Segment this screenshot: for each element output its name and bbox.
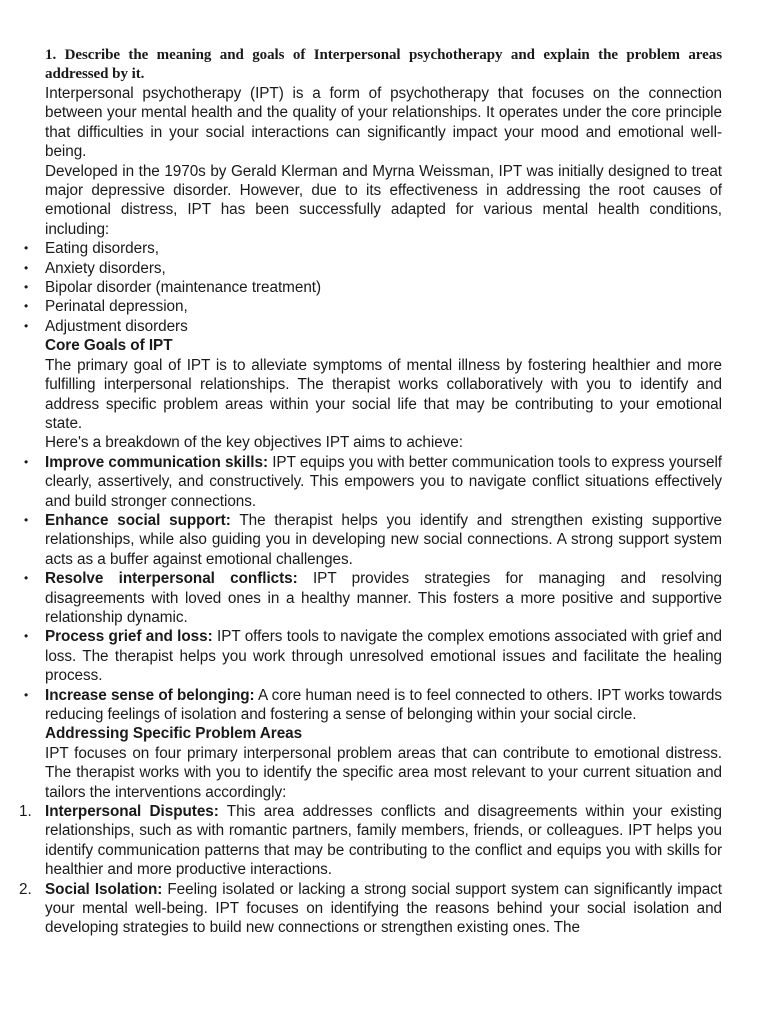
item-term: Increase sense of belonging: bbox=[45, 686, 255, 704]
list-item bbox=[19, 802, 723, 880]
item-text: A core human need is to feel connected to others. IPT works towards reducing feelings of isolation and fostering a sense of belonging within your social circle. bbox=[45, 686, 722, 723]
item-number: 1. bbox=[19, 803, 32, 821]
item-term: Enhance social support: bbox=[45, 511, 231, 529]
list-item bbox=[45, 627, 722, 685]
list-item bbox=[45, 569, 722, 627]
item-text: IPT provides strategies for managing and resolving disagreements with loved ones in a healthy manner. This fosters a more positive and supportive relationship dynamic. bbox=[45, 570, 722, 626]
conditions-list bbox=[45, 239, 722, 336]
item-term: Social Isolation: bbox=[45, 880, 163, 898]
item-term: Improve communication skills: bbox=[45, 453, 269, 471]
core-goals-paragraph: Here's a breakdown of the key objectives IPT aims to achieve: bbox=[45, 434, 463, 452]
list-item: • Anxiety disorders, bbox=[45, 259, 722, 278]
list-item bbox=[45, 453, 722, 511]
intro-paragraph: Interpersonal psychotherapy (IPT) is a form of psychotherapy that focuses on the connection between your mental health and the quality of your relationships. It operates under the core principle that difficulties in your social interactions can significantly impact your mood and emotional well-being. bbox=[45, 85, 722, 161]
problem-areas-paragraph: IPT focuses on four primary interpersonal problem areas that can contribute to emotional distress. The therapist works with you to identify the specific area most relevant to your current situation and tailors the interventions accordingly: bbox=[45, 744, 722, 801]
item-term: Process grief and loss: bbox=[45, 628, 213, 646]
item-text: IPT offers tools to navigate the complex emotions associated with grief and loss. The therapist helps you work through unresolved emotional issues and facilitate the healing process. bbox=[45, 628, 722, 685]
objectives-list bbox=[45, 453, 722, 725]
item-term: Interpersonal Disputes: bbox=[45, 803, 219, 821]
list-item bbox=[45, 511, 722, 569]
intro-paragraph: Developed in the 1970s by Gerald Klerman and Myrna Weissman, IPT was initially designed to treat major depressive disorder. However, due to its effectiveness in addressing the root causes of emotional distress, IPT has been successfully adapted for various mental health conditions, including: bbox=[45, 162, 722, 238]
item-text: Feeling isolated or lacking a strong social support system can significantly impact your mental well-being. IPT focuses on identifying the reasons behind your social isolation and developing strategies to build new connections or strengthen existing ones. The bbox=[45, 880, 722, 937]
item-text: The therapist helps you identify and strengthen existing supportive relationships, while also guiding you in developing new social connections. A strong support system acts as a buffer against emotional challenges. bbox=[45, 511, 722, 568]
section-heading-problem-areas: Addressing Specific Problem Areas bbox=[45, 725, 303, 743]
list-item: • Perinatal depression, bbox=[45, 297, 722, 316]
list-item: • Bipolar disorder (maintenance treatment) bbox=[45, 278, 722, 297]
item-number: 2. bbox=[19, 880, 32, 898]
question-heading: 1. Describe the meaning and goals of Interpersonal psychotherapy and explain the problem areas addressed by it. bbox=[45, 47, 722, 82]
list-item bbox=[45, 686, 722, 725]
problem-areas-list bbox=[19, 802, 723, 938]
list-item: • Adjustment disorders bbox=[45, 317, 722, 336]
item-text: IPT equips you with better communication tools to express yourself clearly, assertively, and constructively. This empowers you to navigate conflict situations effectively and build stronger connections. bbox=[45, 453, 723, 510]
item-text: This area addresses conflicts and disagreements within your existing relationships, such as with romantic partners, family members, friends, or colleagues. IPT helps you identify communication patterns that may be contributing to the conflict and equips you with skills for healthier and more productive interactions. bbox=[45, 803, 723, 879]
core-goals-paragraph: The primary goal of IPT is to alleviate symptoms of mental illness by fostering healthier and more fulfilling interpersonal relationships. The therapist works collaboratively with you to identify and address specific problem areas within your social life that may be contributing to your emotional state. bbox=[45, 356, 722, 432]
list-item bbox=[19, 880, 722, 938]
section-heading-core-goals: Core Goals of IPT bbox=[45, 337, 173, 355]
list-item: • Eating disorders, bbox=[45, 239, 722, 258]
item-term: Resolve interpersonal conflicts: bbox=[45, 570, 298, 588]
